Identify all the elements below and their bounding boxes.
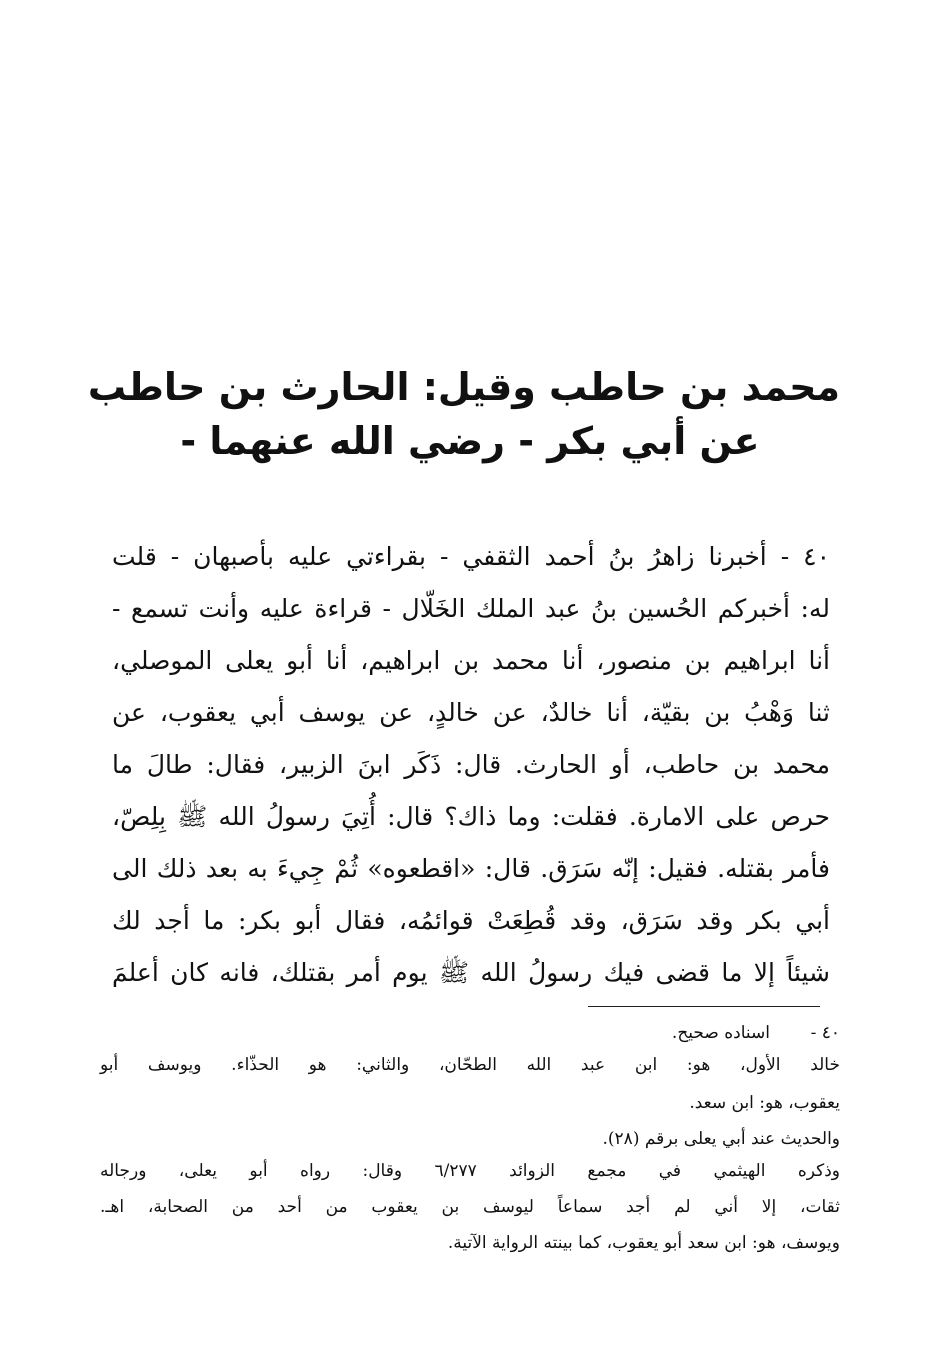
hadith-line: أنا ابراهيم بن منصور، أنا محمد بن ابراهيم، أنا أبو يعلى الموصلي، bbox=[112, 646, 830, 675]
chapter-title-line-1: محمد بن حاطب وقيل: الحارث بن حاطب bbox=[87, 365, 840, 409]
footnote-number: ٤٠ - bbox=[810, 1023, 840, 1043]
hadith-line: ثنا وَهْبُ بن بقيّة، أنا خالدٌ، عن خالدٍ، عن يوسف أبي يعقوب، عن bbox=[112, 698, 830, 727]
hadith-line: شيئاً إلا ما قضى فيك رسولُ الله ﷺ يوم أمر بقتلك، فانه كان أعلمَ bbox=[112, 958, 830, 987]
footnote-line: وذكره الهيثمي في مجمع الزوائد ٦/٢٧٧ وقال: رواه أبو يعلى، ورجاله bbox=[100, 1161, 840, 1181]
hadith-line: حرص على الامارة. فقلت: وما ذاك؟ قال: أُتِيَ رسولُ الله ﷺ بِلِصّ، bbox=[112, 802, 830, 831]
hadith-line: أبي بكر وقد سَرَق، وقد قُطِعَتْ قوائمُه، فقال أبو بكر: ما أجد لك bbox=[112, 906, 830, 935]
footnote-line: ويوسف، هو: ابن سعد أبو يعقوب، كما بينته الرواية الآتية. bbox=[447, 1233, 840, 1253]
hadith-line: فأمر بقتله. فقيل: إنّه سَرَق. قال: «اقطعوه» ثُمْ جِيءَ به بعد ذلك الى bbox=[112, 854, 830, 883]
footnote-line: والحديث عند أبي يعلى برقم (٢٨). bbox=[602, 1129, 840, 1149]
footnote-line: خالد الأول، هو: ابن عبد الله الطحّان، والثاني: هو الحذّاء. ويوسف أبو bbox=[100, 1055, 840, 1075]
hadith-line: ٤٠ - أخبرنا زاهرُ بنُ أحمد الثقفي - بقراءتي عليه بأصبهان - قلت bbox=[112, 542, 830, 571]
hadith-line: محمد بن حاطب، أو الحارث. قال: ذَكَر ابنَ الزبير، فقال: طالَ ما bbox=[112, 750, 830, 779]
chapter-title-line-2: عن أبي بكر - رضي الله عنهما - bbox=[180, 419, 760, 463]
footnote-line: اسناده صحيح. bbox=[671, 1023, 770, 1043]
footnotes bbox=[87, 0, 840, 1354]
footnote-line: ثقات، إلا أني لم أجد سماعاً ليوسف بن يعقوب من أحد من الصحابة، اهـ. bbox=[100, 1197, 840, 1217]
hadith-line: له: أخبركم الحُسين بنُ عبد الملك الخَلّال - قراءة عليه وأنت تسمع - bbox=[112, 594, 830, 623]
footnote-line: يعقوب، هو: ابن سعد. bbox=[689, 1093, 840, 1113]
